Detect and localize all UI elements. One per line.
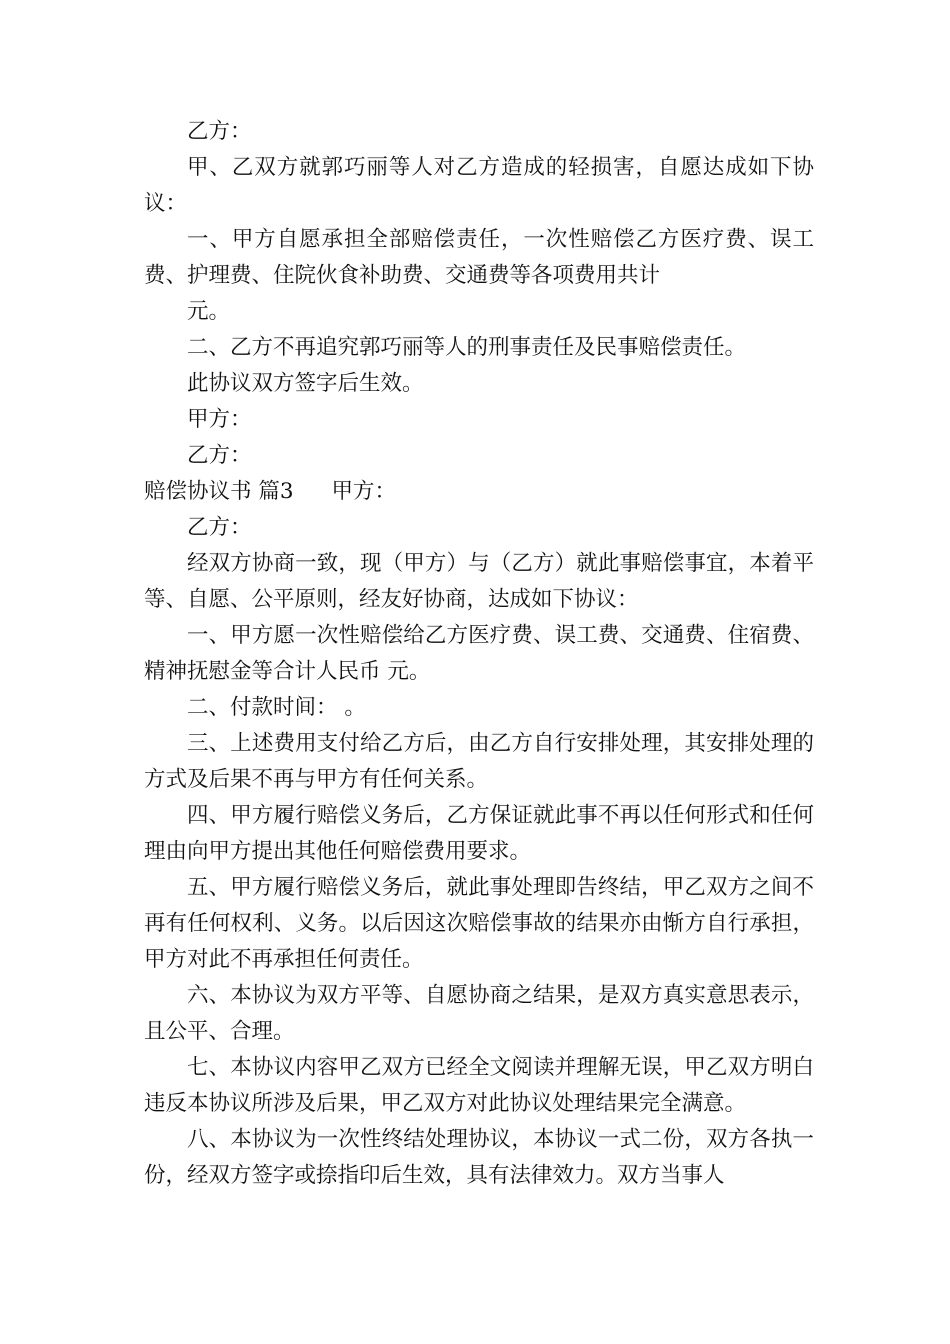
section-intro: 经双方协商一致，现（甲方）与（乙方）就此事赔偿事宜，本着平等、自愿、公平原则，经友好协商，达成如下协议：: [144, 551, 814, 612]
section-clause-8: 八、本协议为一次性终结处理协议，本协议一式二份，双方各执一份，经双方签字或捺指印后生效，具有法律效力。双方当事人: [144, 1127, 814, 1188]
section-clause-5: 五、甲方履行赔偿义务后，就此事处理即告终结，甲乙双方之间不再有任何权利、义务。以后因这次赔偿事故的结果亦由惭方自行承担，甲方对此不再承担任何责任。: [144, 875, 814, 972]
signature-party-a: 甲方：: [187, 407, 252, 432]
signature-party-b: 乙方：: [187, 443, 252, 468]
section-heading-line: [144, 474, 814, 510]
document-body: [144, 114, 814, 1194]
section-clause-1: 一、甲方愿一次性赔偿给乙方医疗费、误工费、交通费、住宿费、精神抚慰金等合计人民币 元。: [144, 623, 814, 684]
section-clause-3: 三、上述费用支付给乙方后，由乙方自行安排处理，其安排处理的方式及后果不再与甲方有任何关系。: [144, 731, 814, 792]
paragraph-party-b: 乙方：: [187, 119, 252, 144]
paragraph-clause-2: 二、乙方不再追究郭巧丽等人的刑事责任及民事赔偿责任。: [187, 335, 747, 360]
section-party-b: 乙方：: [187, 515, 252, 540]
paragraph-clause-1: 一、甲方自愿承担全部赔偿责任，一次性赔偿乙方医疗费、误工费、护理费、住院伙食补助费、交通费等各项费用共计: [144, 227, 814, 288]
section-clause-2: 二、付款时间： 。: [187, 695, 366, 720]
section-clause-6: 六、本协议为双方平等、自愿协商之结果，是双方真实意思表示，且公平、合理。: [144, 983, 814, 1044]
section-title: 赔偿协议书 篇3: [144, 479, 294, 504]
paragraph-intro: 甲、乙双方就郭巧丽等人对乙方造成的轻损害，自愿达成如下协议：: [144, 155, 814, 216]
section-title-party-a: 甲方：: [331, 479, 397, 504]
section-clause-7: 七、本协议内容甲乙双方已经全文阅读并理解无误，甲乙双方明白违反本协议所涉及后果，甲乙双方对此协议处理结果完全满意。: [144, 1055, 814, 1116]
paragraph-effective: 此协议双方签字后生效。: [187, 371, 424, 396]
section-clause-4: 四、甲方履行赔偿义务后，乙方保证就此事不再以任何形式和任何理由向甲方提出其他任何赔偿费用要求。: [144, 803, 814, 864]
paragraph-amount-unit: 元。: [187, 299, 231, 324]
